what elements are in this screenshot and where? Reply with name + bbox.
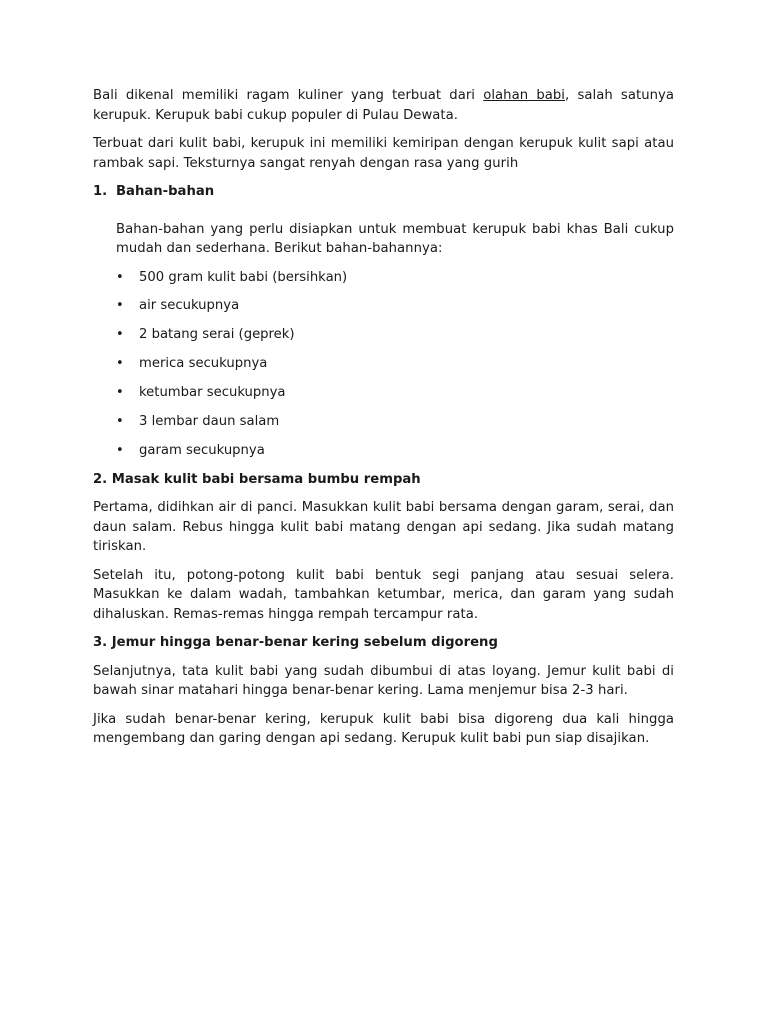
list-item-text: air secukupnya xyxy=(139,298,240,314)
section-3-paragraph-2: Jika sudah benar-benar kering, kerupuk kulit babi bisa digoreng dua kali hingga mengembang dan garing dengan api sedang. Kerupuk kulit babi pun siap disajikan. xyxy=(93,711,674,747)
list-item-text: garam secukupnya xyxy=(139,442,265,458)
document-page xyxy=(93,86,674,758)
section-1-number: 1. xyxy=(93,184,108,199)
section-3-heading: 3. Jemur hingga benar-benar kering sebelum digoreng xyxy=(93,635,498,651)
intro-paragraph-1 xyxy=(93,86,674,125)
bullet-icon: • xyxy=(116,269,124,285)
ingredients-list xyxy=(93,268,674,461)
section-3-paragraph-1: Selanjutnya, tata kulit babi yang sudah dibumbui di atas loyang. Jemur kulit babi di bawah sinar matahari hingga benar-benar kering. Lama menjemur bisa 2-3 hari. xyxy=(93,663,674,699)
section-2-paragraph-1: Pertama, didihkan air di panci. Masukkan kulit babi bersama dengan garam, serai, dan daun salam. Rebus hingga kulit babi matang dengan api sedang. Jika sudah matang tiriskan. xyxy=(93,500,674,555)
olahan-babi-link[interactable]: olahan babi xyxy=(483,88,566,103)
section-1-heading xyxy=(93,182,674,202)
bullet-icon: • xyxy=(116,385,124,401)
section-2-heading: 2. Masak kulit babi bersama bumbu rempah xyxy=(93,471,421,487)
bullet-icon: • xyxy=(116,442,124,458)
list-item xyxy=(116,268,674,288)
intro-paragraph-2: Terbuat dari kulit babi, kerupuk ini memiliki kemiripan dengan kerupuk kulit sapi atau rambak sapi. Teksturnya sangat renyah dengan rasa yang gurih xyxy=(93,136,674,171)
list-item xyxy=(116,354,674,374)
list-item-text: merica secukupnya xyxy=(139,356,268,372)
list-item xyxy=(116,412,674,432)
section-1-body: Bahan-bahan yang perlu disiapkan untuk membuat kerupuk babi khas Bali cukup mudah dan sederhana. Berikut bahan-bahannya: xyxy=(116,221,674,256)
bullet-icon: • xyxy=(116,298,124,314)
bullet-icon: • xyxy=(116,327,124,343)
section-2-paragraph-2: Setelah itu, potong-potong kulit babi bentuk segi panjang atau sesuai selera. Masukkan ke dalam wadah, tambahkan ketumbar, merica, dan garam yang sudah dihaluskan. Remas-remas hingga rempah tercampur rata. xyxy=(93,567,674,622)
intro-text-after-link: , salah satunya kerupuk. Kerupuk babi cukup populer di Pulau Dewata. xyxy=(93,88,675,123)
list-item-text: 500 gram kulit babi (bersihkan) xyxy=(139,269,348,285)
list-item-text: 3 lembar daun salam xyxy=(139,413,280,429)
bullet-icon: • xyxy=(116,413,124,429)
list-item xyxy=(116,383,674,403)
list-item xyxy=(116,325,674,345)
list-item-text: 2 batang serai (geprek) xyxy=(139,327,295,343)
list-item-text: ketumbar secukupnya xyxy=(139,385,286,401)
intro-text-before-link: Bali dikenal memiliki ragam kuliner yang terbuat dari xyxy=(93,88,484,103)
list-item xyxy=(116,441,674,461)
section-1-title: Bahan-bahan xyxy=(116,184,215,199)
bullet-icon: • xyxy=(116,356,124,372)
list-item xyxy=(116,296,674,316)
